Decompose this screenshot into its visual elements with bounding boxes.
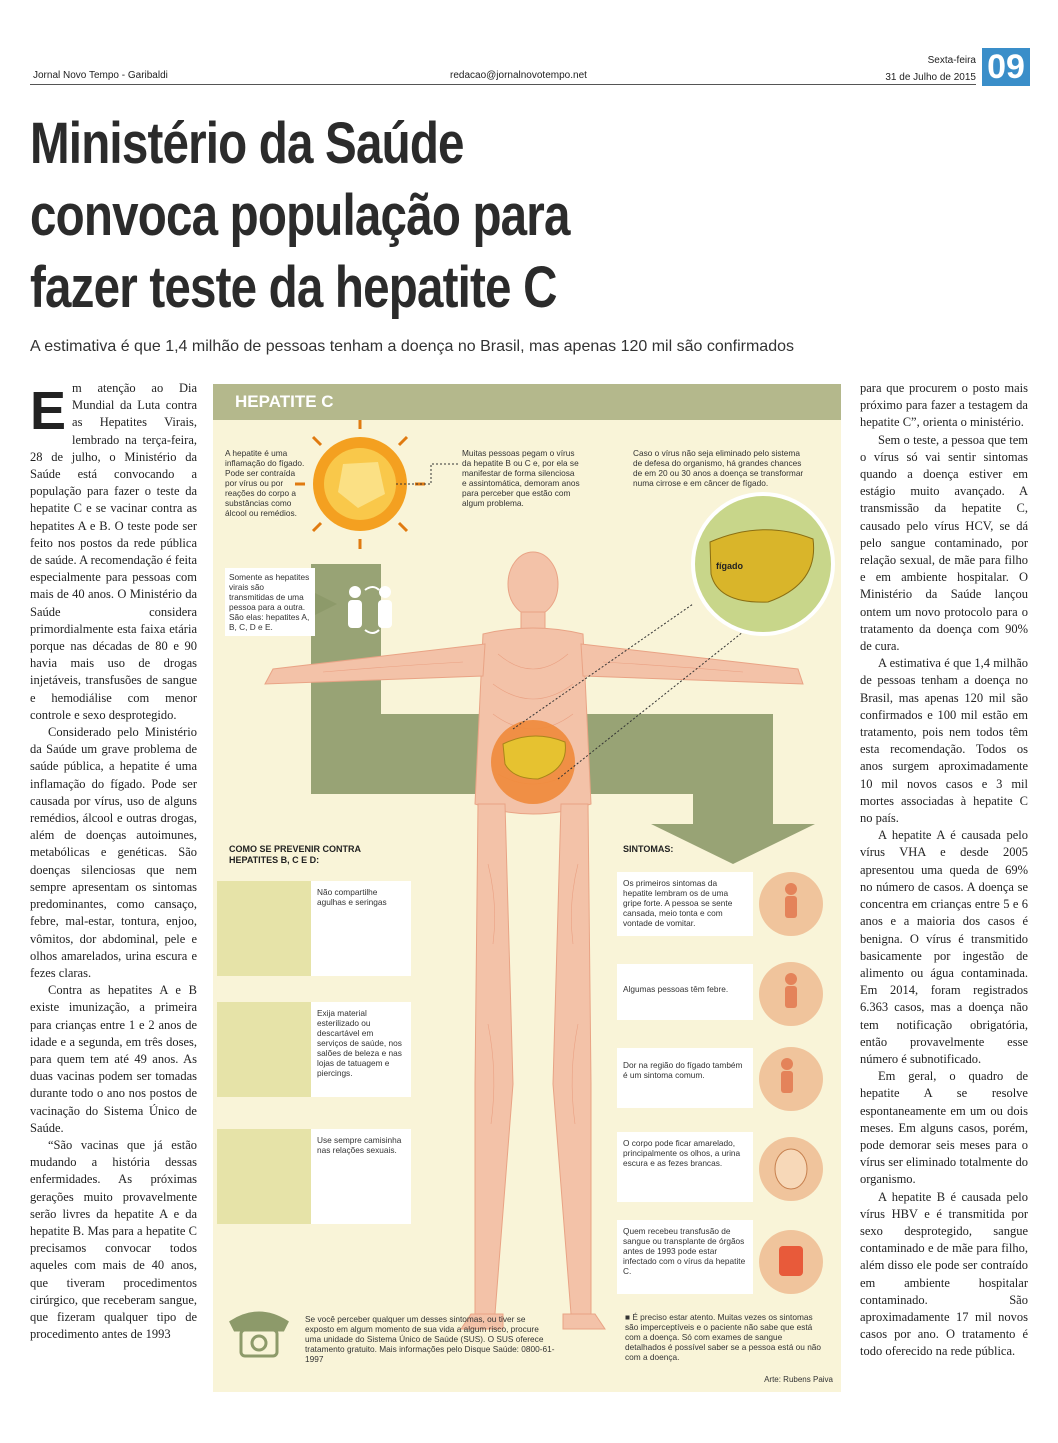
symptom-item-text: Dor na região do fígado também é um sintoma comum.: [617, 1048, 753, 1108]
headline-line-3: fazer teste da hepatite C: [30, 255, 557, 320]
headline-line-2: convoca população para: [30, 183, 570, 248]
drop-cap: E: [30, 381, 67, 441]
prevention-item-text: Exija material esterilizado ou descartável em serviços de saúde, nos salões de beleza e nas lojas de tatuagem e piercings.: [311, 1002, 411, 1097]
header-rule: [30, 84, 976, 85]
prevention-scissors-box: [217, 1002, 312, 1097]
symptom-item-text: O corpo pode ficar amarelado, principalmente os olhos, a urina escura e as fezes brancas.: [617, 1132, 753, 1202]
header-paper-name: Jornal Novo Tempo - Garibaldi: [33, 70, 168, 81]
subheadline: A estimativa é que 1,4 milhão de pessoas tenham a doença no Brasil, mas apenas 120 mil são confirmados: [30, 338, 794, 355]
phone-note: Se você perceber qualquer um desses sintomas, ou tiver se exposto em algum momento de sua vida a algum risco, procure uma unidade do Sistema Único de Saúde (SUS). O SUS oferece tratamento gratuito. Mais informações pelo Disque Saúde: 0800-61-1997: [305, 1314, 555, 1364]
symptom-item-text: Os primeiros sintomas da hepatite lembram os de uma gripe forte. A pessoa se sente cansada, meio tonta e com vontade de vomitar.: [617, 872, 753, 936]
virus-note: Muitas pessoas pegam o vírus da hepatite B ou C e, por ela se manifestar de forma silenciosa e assintomática, demoram anos para perceber que estão com algum problema.: [462, 448, 580, 508]
prevention-title: COMO SE PREVENIR CONTRA HEPATITES B, C E D:: [229, 844, 361, 865]
symptoms-title: SINTOMAS:: [623, 844, 674, 854]
article-paragraph: A hepatite B é causada pelo vírus HBV e é transmitida por sexo desprotegido, sangue contaminado e de mãe para filho, além disso ele pode ser contraído em ambiente hospitalar contaminado. São aproximadamente 17 mil novos casos por ano. O tratamento é todo oferecido na rede pública.: [860, 1189, 1028, 1359]
attention-note: ■ É preciso estar atento. Muitas vezes os sintomas são imperceptíveis e o paciente não sabe que está com a doença. Só com exames de sangue detalhados é possível saber se a pessoa está ou não com a doença.: [625, 1312, 822, 1362]
prevention-syringe-box: [217, 881, 312, 976]
infographic: [213, 384, 841, 1392]
article-paragraph: Considerado pelo Ministério da Saúde um grave problema de saúde pública, a hepatite é uma inflamação do fígado. Pode ser causada por vírus, uso de alguns remédios, álcool e outras drogas, além de doenças autoimunes, metabólicas e genéticas. São doenças silenciosas que nem sempre apresentam os sintomas predominantes, como cansaço, febre, mal-estar, tontura, enjoo, vômitos, dor abdominal, pele e olhos amarelados, urina escura e fezes claras.: [30, 725, 197, 980]
article-paragraph: A estimativa é que 1,4 milhão de pessoas tenham a doença no Brasil, mas apenas 120 mil são confirmados e 100 mil estão em tratamento, pois nem todos têm esta recomendação. Todos os anos surgem aproximadamente 10 mil novos casos e 3 mil mortes associadas à hepatite C no país.: [860, 656, 1028, 826]
cirrosis-note: Caso o vírus não seja eliminado pelo sistema de defesa do organismo, há grandes chances de em 20 ou 30 anos a doença se transformar numa cirrose e em câncer de fígado.: [633, 448, 804, 488]
liver-label: fígado: [716, 561, 743, 571]
headline-line-1: Ministério da Saúde: [30, 111, 464, 176]
symptom-item-text: Algumas pessoas têm febre.: [617, 964, 753, 1020]
headline: [30, 108, 604, 324]
article-column-left: [30, 380, 197, 1390]
article-column-right: [860, 380, 1028, 1390]
page-number-badge: 09: [982, 48, 1030, 86]
article-paragraph: Sem o teste, a pessoa que tem o vírus só vai sentir sintomas quando a doença estiver em estágio muito avançado. A transmissão da hepatite C, causado pelo vírus HCV, se dá pelo sangue contaminado, por relação sexual, de mãe para filho e em ambiente hospitalar. O Ministério da Saúde lançou ontem um novo protocolo para o tratamento da doença com 90% de cura.: [860, 432, 1028, 654]
header-email[interactable]: redacao@jornalnovotempo.net: [450, 70, 587, 81]
art-credit: Arte: Rubens Paiva: [764, 1375, 833, 1384]
article-paragraph: m atenção ao Dia Mundial da Luta contra as Hepatites Virais, lembrado na terça-feira, 28 de julho, o Ministério da Saúde está convocando a população para fazer o teste da hepatite C e se vacinar contra as hepatites A e B. O teste pode ser feito nos postos da rede pública de saúde. A recomendação é feita especialmente para pessoas com mais de 40 anos. O Ministério da Saúde considera primordialmente esta faixa etária porque nas décadas de 80 e 90 havia mais uso de drogas injetáveis, transfusões de sangue e hemodiálise com menor controle e sexo desprotegido.: [30, 381, 197, 722]
article-paragraph: “São vacinas que já estão mudando a história dessas enfermidades. As próximas gerações muito provavelmente serão livres da hepatite A e da hepatite B. Mas para a hepatite C precisamos convocar todos aqueles com mais de 40 anos, que tiveram procedimentos cirúrgico, que receberam sangue, que fizeram qualquer tipo de procedimento antes de 1993: [30, 1137, 197, 1342]
infographic-title: HEPATITE C: [235, 392, 334, 411]
prevention-condom-box: [217, 1129, 312, 1224]
inflammation-note: A hepatite é uma inflamação do fígado. Pode ser contraída por vírus ou por reações do corpo a substâncias como álcool ou remédios.: [225, 448, 305, 518]
prevention-item-text: Use sempre camisinha nas relações sexuais.: [311, 1129, 411, 1224]
prevention-item-text: Não compartilhe agulhas e seringas: [311, 881, 411, 976]
transmission-note: Somente as hepatites virais são transmitidas de uma pessoa para a outra. São elas: hepatites A, B, C, D e E.: [225, 568, 315, 636]
header-date-block: [885, 52, 976, 86]
header-weekday: Sexta-feira: [927, 55, 976, 66]
article-paragraph: A hepatite A é causada pelo vírus VHA e desde 2005 apresentou uma queda de 69% no número de casos. A doença se concentra em crianças entre 5 e 6 anos e a maioria dos casos é benigna. O vírus é transmitido basicamente por ingestão de alimento ou água contaminada. Em 2014, foram registrados 6.363 casos, mas a doença não tem notificação obrigatória, então provavelmente esse número é subnotificado.: [860, 828, 1028, 1066]
article-paragraph: Em geral, o quadro de hepatite A se resolve espontaneamente em um ou dois meses. Em alguns casos, porém, pode demorar seis meses para o vírus ser eliminado totalmente do organismo.: [860, 1069, 1028, 1187]
phone-icon: [231, 1313, 287, 1356]
article-paragraph: Contra as hepatites A e B existe imunização, a primeira para crianças entre 1 e 2 anos de idade e a segunda, em três doses, para quem tem até 49 anos. As duas vacinas podem ser tomadas durante todo o ano nos postos de vacinação do Sistema Único de Saúde.: [30, 983, 197, 1135]
header-date: 31 de Julho de 2015: [885, 72, 976, 83]
article-paragraph: para que procurem o posto mais próximo para fazer a testagem da hepatite C”, orienta o ministério.: [860, 381, 1028, 430]
symptom-item-text: Quem recebeu transfusão de sangue ou transplante de órgãos antes de 1993 pode estar infectado com o vírus da hepatite C.: [617, 1220, 753, 1294]
